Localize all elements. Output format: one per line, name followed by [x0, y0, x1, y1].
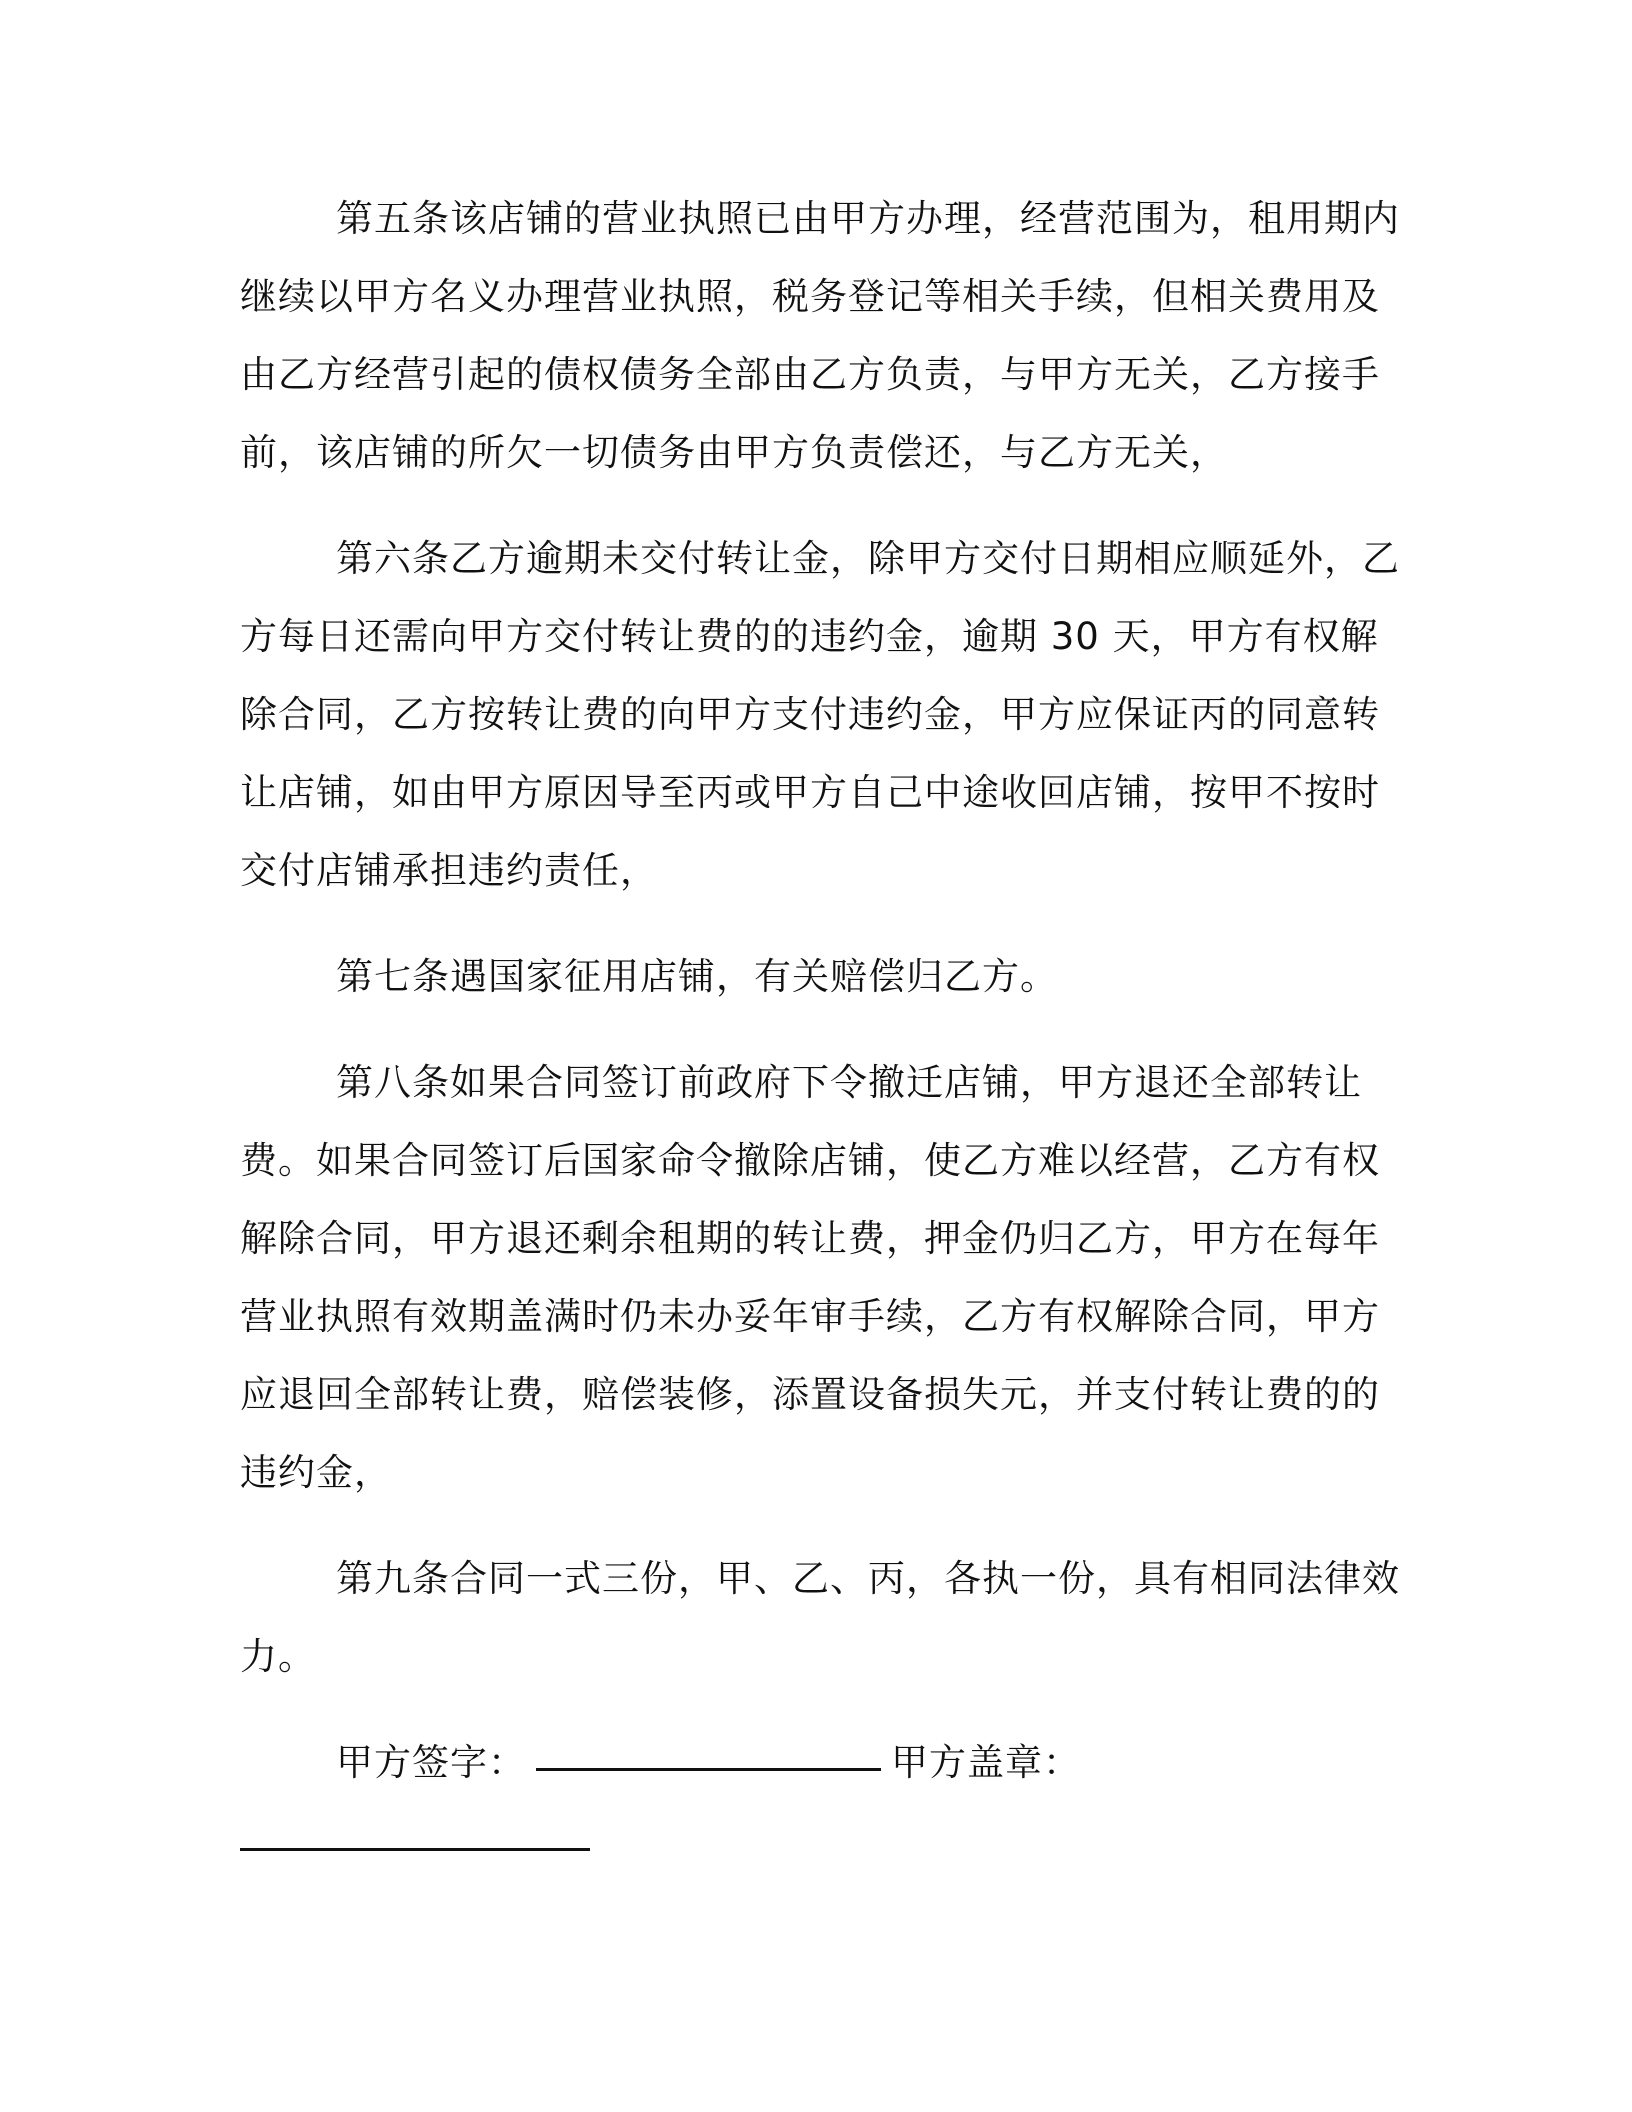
clause-5: 第五条该店铺的营业执照已由甲方办理，经营范围为，租用期内继续以甲方名义办理营业执照，税务登记等相关手续，但相关费用及由乙方经营引起的债权债务全部由乙方负责，与甲方无关，乙方接手前，该店铺的所欠一切债务由甲方负责偿还，与乙方无关， [240, 197, 1400, 474]
party-a-sign-label: 甲方签字： [336, 1741, 526, 1784]
party-a-seal-label: 甲方盖章： [891, 1741, 1081, 1784]
document-page [240, 180, 1400, 1882]
signature-row [240, 1724, 1400, 1802]
clause-9: 第九条合同一式三份，甲、乙、丙，各执一份，具有相同法律效力。 [240, 1557, 1400, 1678]
party-a-sign-blank [536, 1768, 881, 1771]
party-a-seal-blank [240, 1848, 590, 1851]
seal-row [240, 1804, 1400, 1882]
clause-7: 第七条遇国家征用店铺，有关赔偿归乙方。 [336, 955, 1058, 998]
signature-block [240, 1724, 1400, 1882]
clause-6: 第六条乙方逾期未交付转让金，除甲方交付日期相应顺延外，乙方每日还需向甲方交付转让费的的违约金，逾期 30 天，甲方有权解除合同，乙方按转让费的向甲方支付违约金，甲方应保证丙的同意转让店铺，如由甲方原因导至丙或甲方自己中途收回店铺，按甲不按时交付店铺承担违约责任， [240, 537, 1400, 892]
clause-8: 第八条如果合同签订前政府下令撤迁店铺，甲方退还全部转让费。如果合同签订后国家命令撤除店铺，使乙方难以经营，乙方有权解除合同，甲方退还剩余租期的转让费，押金仍归乙方，甲方在每年营业执照有效期盖满时仍未办妥年审手续，乙方有权解除合同，甲方应退回全部转让费，赔偿装修，添置设备损失元，并支付转让费的的违约金， [240, 1061, 1380, 1494]
